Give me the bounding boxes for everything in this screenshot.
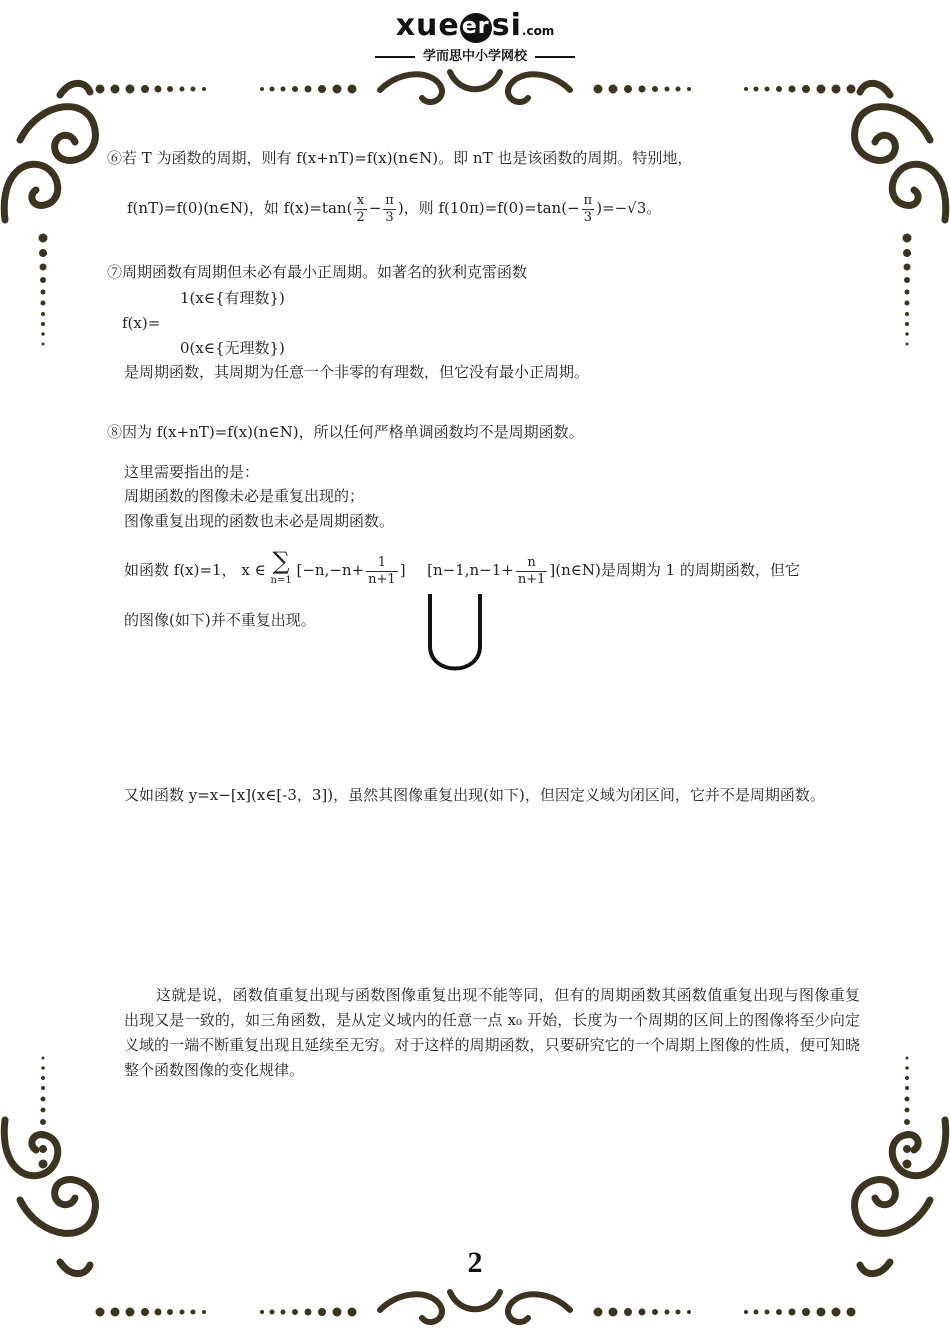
set-2-open: [n−1,n−1+ [427,561,514,579]
logo-text-c: si [491,8,522,43]
left-dot-line-bottom [39,1057,47,1168]
scroll-ornament-icon [4,83,95,220]
example-1-pre: 如函数 f(x)=1， [124,561,237,579]
logo-subtitle: 学而思中小学网校 [0,45,950,64]
logo-text-b: er [460,13,492,43]
site-logo [0,8,950,64]
s6-minus: − [368,199,382,217]
logo-dot-com: .com [521,24,555,38]
section-6-line-2 [127,188,661,228]
note-line-2: 周期函数的图像未必是重复出现的； [124,487,365,505]
dirichlet-fx: f(x)= [122,314,161,332]
section-7-conclusion: 是周期函数，其周期为任意一个非零的有理数，但它没有最小正周期。 [124,363,590,381]
union-symbol-icon [424,592,486,678]
fraction-pi-over-3-b: $\frac{\pi}{3}$ [583,192,593,225]
set-1-open: [−n,−n+ [296,561,365,579]
summation-symbol: ∑ n=1 [270,547,292,586]
top-dot-line-left [96,85,356,93]
s6-line2-c: )=−√3。 [596,199,662,217]
example-2-text: 又如函数 y=x−[x](x∈[-3，3])，虽然其图像重复出现(如下)，但因定义域为闭区间，它并不是周期函数。 [124,786,825,804]
right-dot-line-bottom [903,1057,911,1168]
example-1-post: (n∈N)是周期为 1 的周期函数，但它 [555,561,800,579]
logo-text-a: xue [395,8,460,43]
note-line-1: 这里需要指出的是： [124,463,260,481]
fraction-x-over-2: $\frac{x}{2}$ [356,192,365,225]
set-1-fraction: $\frac{1}{n+1}$ [368,554,396,587]
s6-line2-a: f(nT)=f(0)(n∈N)，如 f(x)=tan( [127,199,353,217]
page-number: 2 [467,1246,483,1279]
set-2-fraction: $\frac{n}{n+1}$ [517,554,546,587]
top-dot-line-right [594,85,855,93]
summary-paragraph: 这就是说，函数值重复出现与函数图像重复出现不能等同，但有的周期函数其函数值重复出现与图像重复出现又是一致的，如三角函数，是从定义域内的任意一点 x₀ 开始，长度为一个周期的区间上的图像将至少向定义域的一端不断重复出现且延续至无穷。对于这样的周期函数，只要研究它的一个周期上图像的性质，便可知晓整个函数图像的变化规律。 [124,986,860,1079]
section-7-line-1: ⑦周期函数有周期但未必有最小正周期。如著名的狄利克雷函数 [107,263,528,281]
dirichlet-case-irrational: 0(x∈{无理数}) [180,339,285,357]
section-8-line-1: ⑧因为 f(x+nT)=f(x)(n∈N)，所以任何严格单调函数均不是周期函数。 [107,423,584,441]
note-line-3: 图像重复出现的函数也未必是周期函数。 [124,512,395,530]
right-dot-line-top [903,234,911,345]
section-6-line-1: ⑥若 T 为函数的周期，则有 f(x+nT)=f(x)(n∈N)。即 nT 也是该函数的周期。特别地， [107,149,693,167]
scroll-ornament-icon [855,83,946,220]
example-1-line-1 [124,548,800,592]
set-1-close: ] [399,561,406,579]
example-1-x-in: x ∈ [241,561,266,579]
dirichlet-case-rational: 1(x∈{有理数}) [180,289,285,307]
bottom-dot-line-right [594,1308,855,1316]
s6-line2-b: )，则 f(10π)=f(0)=tan(− [397,199,580,217]
left-dot-line-top [39,234,47,345]
bottom-dot-line-left [96,1308,356,1316]
scroll-ornament-icon [380,72,570,102]
example-1-line-2: 的图像(如下)并不重复出现。 [124,611,316,629]
fraction-pi-over-3-a: $\frac{\pi}{3}$ [385,192,394,225]
set-2-close: ] [549,561,556,579]
scroll-ornament-icon [380,1292,570,1322]
